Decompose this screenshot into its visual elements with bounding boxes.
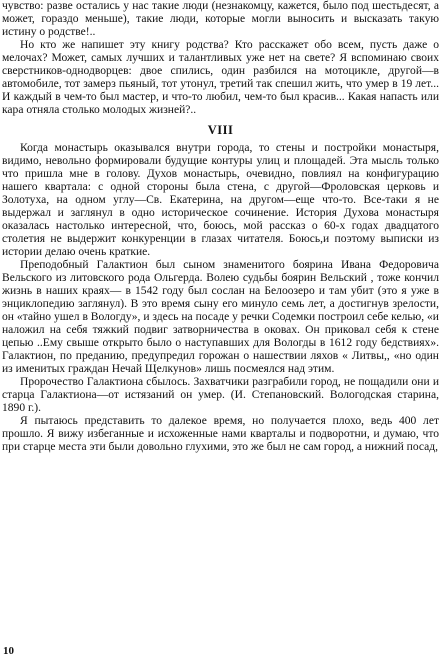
paragraph: Преподобный Галактион был сыном знаменитого боярина Ивана Федоровича Вельского из литовского рода Ольгерда. Волею судьбы боярин Вельский , тоже кончил жизнь в наших краях— в 1542 году был сослан на Белоозеро и там убит (это я уже в энциклопедию заглянул). В это время сыну его минуло семь лет, а достигнув зрелости, он «тайно ушел в Вологду», и здесь на посаде у речки Содемки построил себе келью, «и наложил на себя тяжкий подвиг затворничества в оковах. Он приковал себя к стене цепью ..Ему свыше открыто было о наступавших для Вологды в 1612 году бедствиях». Галактион, по преданию, предупредил горожан о нашествии ляхов « Литвы,, «но один из именитых граждан Нечай Щелкунов» лишь посмеялся над этим.	[2, 259, 439, 375]
page-number: 10	[3, 645, 14, 657]
paragraph: Когда монастырь оказывался внутри города, то стены и постройки монастыря, видимо, невольно формировали будущие контуры улиц и площадей. Эта мысль только что пришла мне в голову. Духов монастырь, очевидно, повлиял на конфигурацию нашего квартала: с одной стороны была стена, с другой—Фроловская церковь и Золотуха, на одном углу—Св. Екатерина, на другом—еще что-то. Все-таки я не выдержал и заглянул в одно историческое сочинение. История Духова монастыря оказалась настолько интересной, что, боюсь, мой рассказ о 60-х годах двадцатого столетия не выдержит конкуренции в глазах читателя. Боюсь,и поэтому выписки из истории делаю очень краткие.	[2, 142, 439, 258]
paragraph: Пророчество Галактиона сбылось. Захватчики разграбили город, не пощадили они и старца Галактиона—от истязаний он умер. (И. Степановский. Вологодская старина, 1890 г.).	[2, 376, 439, 414]
paragraph: Я пытаюсь представить то далекое время, но получается плохо, ведь 400 лет прошло. Я вижу избеганные и исхоженные нами кварталы и подворотни, и думаю, что при старце места эти были довольно глухими, это же был не сам город, а нижний посад,	[2, 415, 439, 453]
paragraph: Но кто же напишет эту книгу родства? Кто расскажет обо всем, пусть даже о мелочах? Может, самых лучших и талантливых уже нет на свете? Я вспоминаю своих сверстников-однодворцев: двое спились, один разбился на мотоцикле, другой—в автомобиле, тот замерз пьяный, тот утонул, третий так спешил жить, что умер в 19 лет... И каждый в чем-то был мастер, и что-то любил, чем-то был красив... Какая напасть или кара отняла столько молодых жизней?..	[2, 39, 439, 116]
paragraph: чувство: разве остались у нас такие люди (незнакомцу, кажется, было под шестьдесят, а может, гораздо меньше), такие люди, которые могли выносить и высказать такую истину о родстве!..	[2, 0, 439, 38]
section-heading: VIII	[207, 123, 234, 137]
